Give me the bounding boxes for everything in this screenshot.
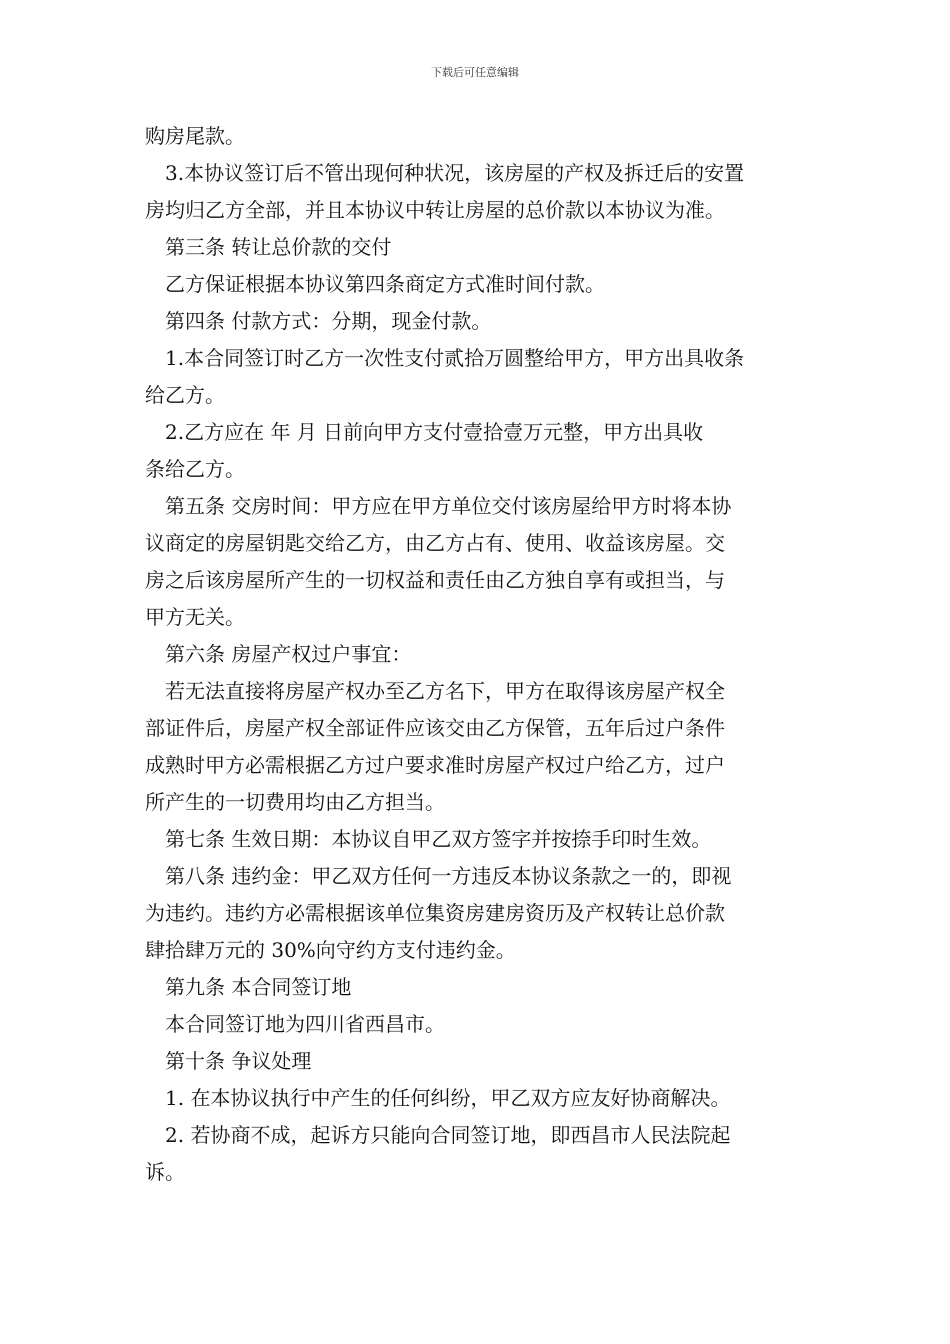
text-line: 房之后该房屋所产生的一切权益和责任由乙方独自享有或担当，与 bbox=[145, 568, 725, 592]
text-line: 肆拾肆万元的 30%向守约方支付违约金。 bbox=[145, 938, 516, 962]
text-line: 2. 若协商不成，起诉方只能向合同签订地，即西昌市人民法院起 bbox=[165, 1123, 731, 1147]
text-line: 第五条 交房时间：甲方应在甲方单位交付该房屋给甲方时将本协 bbox=[165, 494, 732, 518]
text-line: 给乙方。 bbox=[145, 383, 225, 407]
text-line: 条给乙方。 bbox=[145, 457, 245, 481]
text-line: 第七条 生效日期：本协议自甲乙双方签字并按捺手印时生效。 bbox=[165, 827, 712, 851]
text-line: 成熟时甲方必需根据乙方过户要求准时房屋产权过户给乙方，过户 bbox=[145, 753, 725, 777]
text-line: 1.本合同签订时乙方一次性支付贰拾万圆整给甲方，甲方出具收条 bbox=[165, 346, 745, 370]
text-line: 2.乙方应在 年 月 日前向甲方支付壹拾壹万元整，甲方出具收 bbox=[165, 420, 704, 444]
text-line: 3.本协议签订后不管出现何种状况，该房屋的产权及拆迁后的安置 bbox=[165, 161, 745, 185]
text-line: 购房尾款。 bbox=[145, 124, 245, 148]
text-line: 若无法直接将房屋产权办至乙方名下，甲方在取得该房屋产权全 bbox=[165, 679, 725, 703]
text-line: 第六条 房屋产权过户事宜： bbox=[165, 642, 412, 666]
text-line: 第十条 争议处理 bbox=[165, 1049, 312, 1073]
text-line: 本合同签订地为四川省西昌市。 bbox=[165, 1012, 445, 1036]
text-line: 第八条 违约金：甲乙双方任何一方违反本协议条款之一的，即视 bbox=[165, 864, 732, 888]
text-line: 议商定的房屋钥匙交给乙方，由乙方占有、使用、收益该房屋。交 bbox=[145, 531, 725, 555]
page-header: 下载后可任意编辑 bbox=[431, 66, 519, 79]
text-line: 为违约。违约方必需根据该单位集资房建房资历及产权转让总价款 bbox=[145, 901, 725, 925]
text-line: 第三条 转让总价款的交付 bbox=[165, 235, 392, 259]
text-line: 部证件后，房屋产权全部证件应该交由乙方保管，五年后过户条件 bbox=[145, 716, 725, 740]
text-line: 诉。 bbox=[145, 1160, 185, 1184]
document-body bbox=[145, 118, 810, 1191]
text-line: 所产生的一切费用均由乙方担当。 bbox=[145, 790, 445, 814]
text-line: 第九条 本合同签订地 bbox=[165, 975, 352, 999]
text-line: 甲方无关。 bbox=[145, 605, 245, 629]
text-line: 乙方保证根据本协议第四条商定方式准时间付款。 bbox=[165, 272, 605, 296]
text-line: 1. 在本协议执行中产生的任何纠纷，甲乙双方应友好协商解决。 bbox=[165, 1086, 731, 1110]
text-line: 第四条 付款方式：分期，现金付款。 bbox=[165, 309, 492, 333]
text-line: 房均归乙方全部，并且本协议中转让房屋的总价款以本协议为准。 bbox=[145, 198, 725, 222]
